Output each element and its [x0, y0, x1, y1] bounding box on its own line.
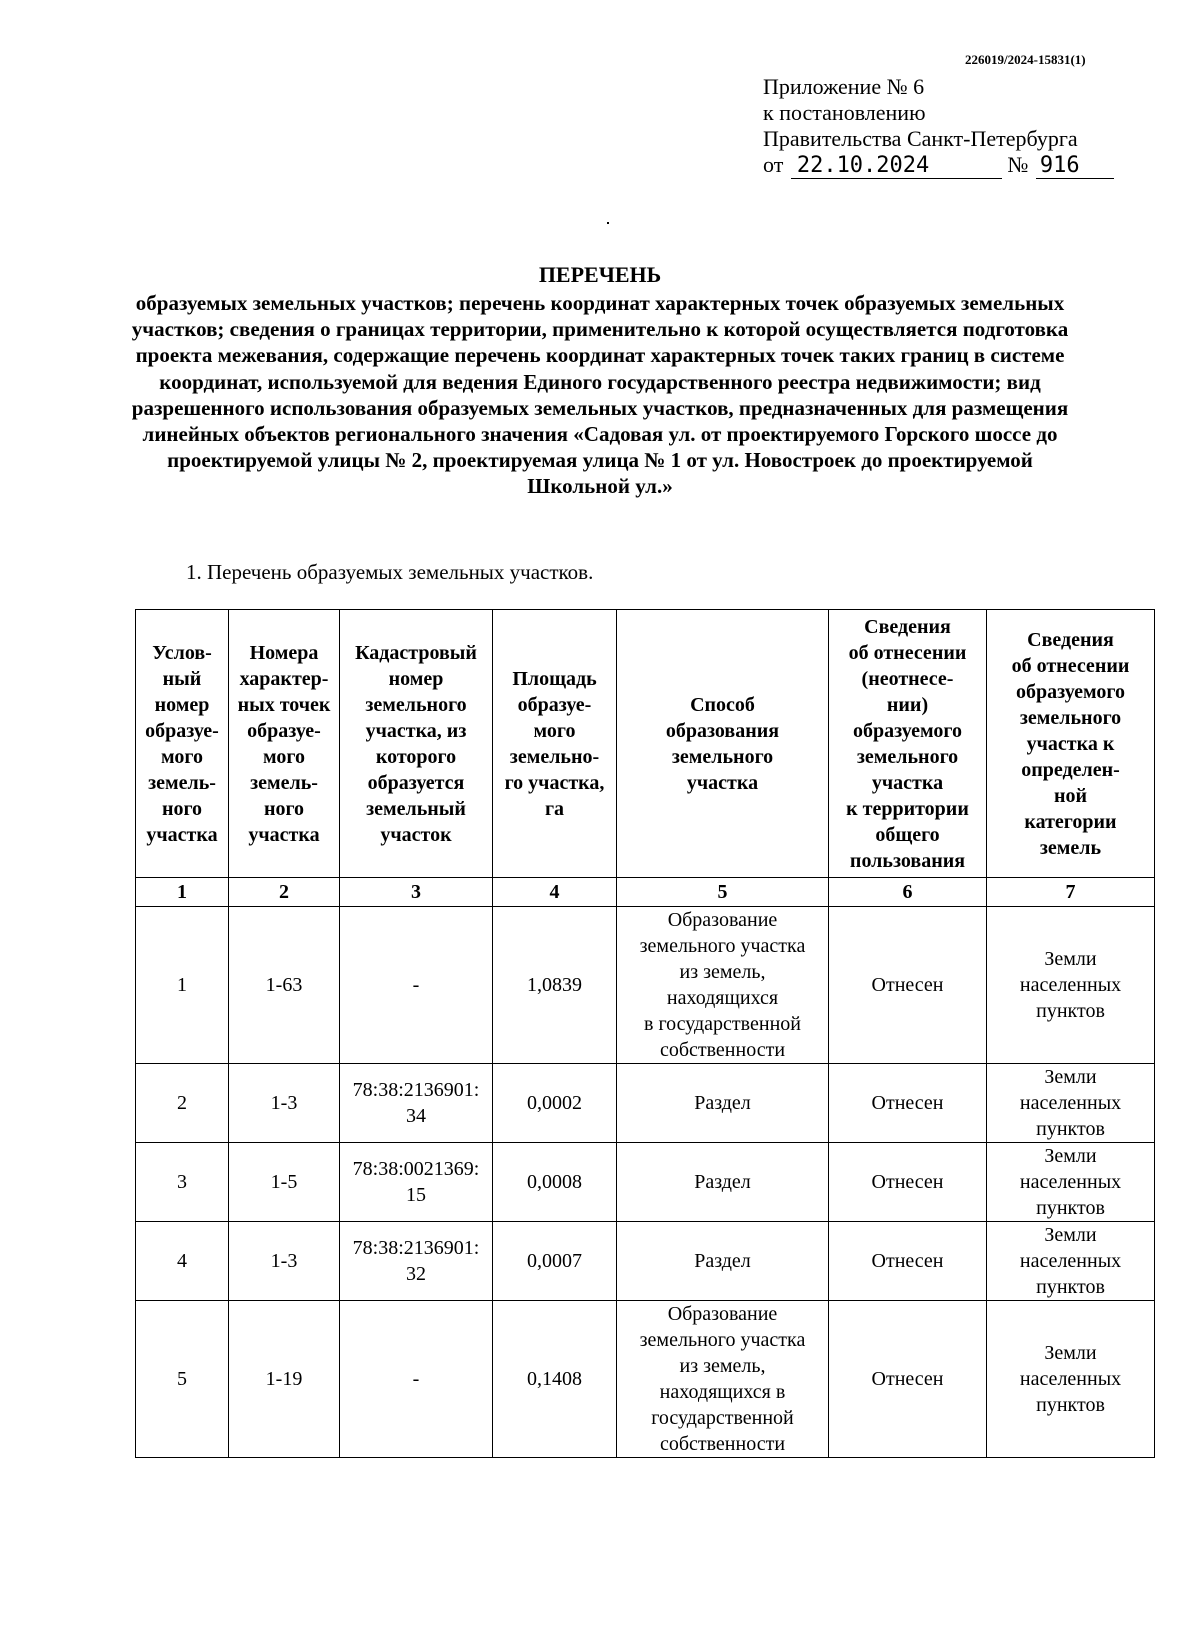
table-cell-col-6: Отнесен — [829, 1064, 987, 1143]
table-row — [136, 1064, 1155, 1143]
table-cell-col-4: 0,1408 — [493, 1301, 617, 1458]
table-cell-col-7: Земли населенных пунктов — [987, 1222, 1155, 1301]
table-row — [136, 1301, 1155, 1458]
header-cell-6: Сведения об отнесении (неотнесе- нии) образуемого земельного участка к территории общего пользования — [829, 610, 987, 878]
table-row — [136, 1222, 1155, 1301]
header-cell-1: Услов- ный номер образуе- мого земель- ного участка — [136, 610, 229, 878]
table-row — [136, 907, 1155, 1064]
number-prefix: № — [1007, 152, 1029, 177]
table-cell-col-3: 78:38:2136901: 34 — [340, 1064, 493, 1143]
decree-date: 22.10.2024 — [791, 154, 1002, 179]
date-prefix: от — [763, 152, 784, 177]
table-cell-col-2: 1-5 — [229, 1143, 340, 1222]
table-cell-col-6: Отнесен — [829, 1301, 987, 1458]
table-cell-col-1: 2 — [136, 1064, 229, 1143]
column-number-4: 4 — [493, 878, 617, 907]
table-cell-col-4: 0,0002 — [493, 1064, 617, 1143]
appendix-line-3: Правительства Санкт-Петербурга — [763, 126, 1078, 151]
appendix-date-line — [763, 152, 1114, 179]
table-cell-col-7: Земли населенных пунктов — [987, 907, 1155, 1064]
section-heading: 1. Перечень образуемых земельных участков. — [186, 560, 594, 584]
column-number-3: 3 — [340, 878, 493, 907]
table-cell-col-3: 78:38:0021369: 15 — [340, 1143, 493, 1222]
table-cell-col-6: Отнесен — [829, 1143, 987, 1222]
header-cell-7: Сведения об отнесении образуемого земельного участка к определен- ной категории земель — [987, 610, 1155, 878]
column-number-6: 6 — [829, 878, 987, 907]
table-cell-col-7: Земли населенных пунктов — [987, 1064, 1155, 1143]
table-cell-col-3: - — [340, 907, 493, 1064]
column-number-5: 5 — [617, 878, 829, 907]
column-number-row — [136, 878, 1155, 907]
table-cell-col-5: Раздел — [617, 1222, 829, 1301]
header-cell-5: Способ образования земельного участка — [617, 610, 829, 878]
appendix-line-1: Приложение № 6 — [763, 74, 925, 99]
table-cell-col-5: Образование земельного участка из земель, находящихся в государственной собственности — [617, 1301, 829, 1458]
table-header-row — [136, 610, 1155, 878]
column-number-1: 1 — [136, 878, 229, 907]
table-cell-col-6: Отнесен — [829, 907, 987, 1064]
table-cell-col-4: 0,0007 — [493, 1222, 617, 1301]
table-cell-col-1: 1 — [136, 907, 229, 1064]
header-cell-2: Номера характер- ных точек образуе- мого земель- ного участка — [229, 610, 340, 878]
table-cell-col-1: 3 — [136, 1143, 229, 1222]
document-title: ПЕРЕЧЕНЬ — [538, 262, 662, 287]
document-subtitle: образуемых земельных участков; перечень координат характерных точек образуемых земельных участков; сведения о границах территории, применительно к которой осуществляется подготовка проекта межевания, содержащие перечень координат характерных точек таких границ в системе координат, используемой для ведения Единого государственного реестра недвижимости; вид разрешенного использования образуемых земельных участков, предназначенных для размещения линейных объектов регионального значения «Садовая ул. от проектируемого Горского шоссе до проектируемой улицы № 2, проектируемая улица № 1 от ул. Новостроек до проектируемой Школьной ул.» — [131, 291, 1069, 499]
decree-number: 916 — [1036, 154, 1114, 179]
table-cell-col-1: 5 — [136, 1301, 229, 1458]
column-number-7: 7 — [987, 878, 1155, 907]
appendix-block — [763, 74, 1114, 179]
table-cell-col-7: Земли населенных пунктов — [987, 1301, 1155, 1458]
column-number-2: 2 — [229, 878, 340, 907]
table-cell-col-3: - — [340, 1301, 493, 1458]
document-id: 226019/2024-15831(1) — [965, 52, 1086, 67]
table-cell-col-5: Раздел — [617, 1064, 829, 1143]
table-cell-col-4: 1,0839 — [493, 907, 617, 1064]
appendix-line-2: к постановлению — [763, 100, 926, 125]
table-cell-col-2: 1-3 — [229, 1064, 340, 1143]
table-cell-col-2: 1-19 — [229, 1301, 340, 1458]
table-row — [136, 1143, 1155, 1222]
table-cell-col-5: Образование земельного участка из земель, находящихся в государственной собственности — [617, 907, 829, 1064]
table-cell-col-2: 1-63 — [229, 907, 340, 1064]
table-cell-col-7: Земли населенных пунктов — [987, 1143, 1155, 1222]
scan-speck — [607, 222, 609, 224]
table-cell-col-6: Отнесен — [829, 1222, 987, 1301]
table-cell-col-2: 1-3 — [229, 1222, 340, 1301]
header-cell-3: Кадастровый номер земельного участка, из которого образуется земельный участок — [340, 610, 493, 878]
header-cell-4: Площадь образуе- мого земельно- го участка, га — [493, 610, 617, 878]
land-plots-table — [135, 609, 1155, 1458]
table-cell-col-3: 78:38:2136901: 32 — [340, 1222, 493, 1301]
table-cell-col-4: 0,0008 — [493, 1143, 617, 1222]
table-cell-col-5: Раздел — [617, 1143, 829, 1222]
table-cell-col-1: 4 — [136, 1222, 229, 1301]
